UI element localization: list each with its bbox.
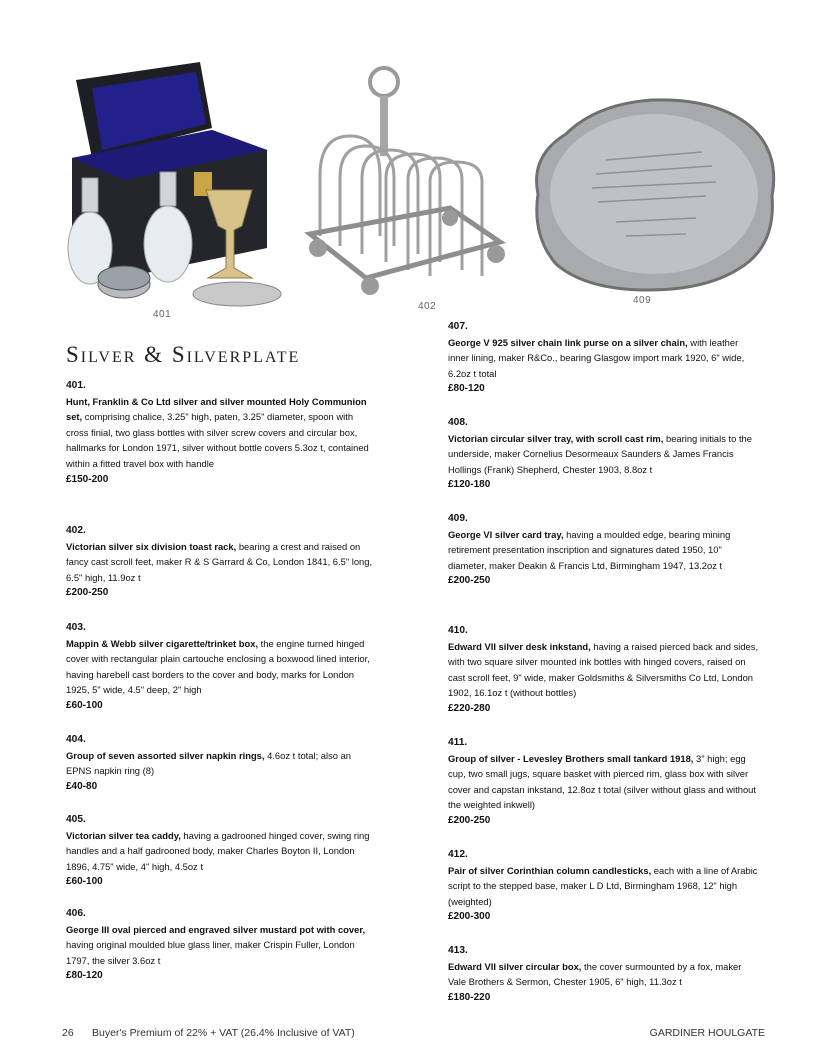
lot-title: Mappin & Webb silver cigarette/trinket box, bbox=[66, 637, 259, 649]
lot-estimate: £40-80 bbox=[66, 780, 98, 792]
lot-description bbox=[66, 539, 378, 586]
lot-title: George VI silver card tray, bbox=[448, 528, 564, 540]
lot-number: 410. bbox=[448, 625, 468, 636]
buyers-premium-note: Buyer's Premium of 22% + VAT (26.4% Inclusive of VAT) bbox=[92, 1027, 355, 1039]
lot-text: having original moulded blue glass liner, maker Crispin Fuller, London 1797, the silver 3.6oz t bbox=[66, 939, 355, 966]
lot-description bbox=[448, 639, 760, 701]
lot-title: George V 925 silver chain link purse on a silver chain, bbox=[448, 336, 688, 348]
lot-number: 412. bbox=[448, 849, 468, 860]
photo-card-tray bbox=[526, 96, 780, 292]
lot-estimate: £80-120 bbox=[448, 383, 485, 395]
lot-estimate: £60-100 bbox=[66, 699, 103, 711]
lot-estimate: £60-100 bbox=[66, 876, 103, 888]
lot-412 bbox=[448, 847, 760, 925]
lot-404 bbox=[66, 732, 378, 794]
caption-402: 402 bbox=[418, 301, 437, 312]
lot-description bbox=[66, 828, 378, 875]
lot-number: 413. bbox=[448, 945, 468, 956]
lot-number: 405. bbox=[66, 814, 86, 825]
lot-409 bbox=[448, 511, 760, 589]
lot-number: 404. bbox=[66, 734, 86, 745]
lot-406 bbox=[66, 906, 378, 984]
lot-estimate: £200-300 bbox=[448, 911, 491, 923]
lot-text: having a gadrooned hinged cover, swing ring handles and a half gadrooned body, maker Charles Boyton II, London 1896, 4.75" wide, 4" high, 4.5oz t bbox=[66, 829, 370, 872]
lot-description bbox=[66, 636, 378, 698]
lot-413 bbox=[448, 943, 760, 1005]
lot-estimate: £200-250 bbox=[66, 587, 109, 599]
lot-title: Group of silver - Levesley Brothers small tankard 1918, bbox=[448, 752, 694, 764]
lot-description bbox=[66, 922, 378, 969]
lot-401 bbox=[66, 378, 378, 487]
lot-403 bbox=[66, 620, 378, 714]
lot-411 bbox=[448, 735, 760, 829]
lot-405 bbox=[66, 812, 378, 890]
caption-409: 409 bbox=[633, 295, 652, 306]
lot-text: bearing a crest and raised on fancy cast scroll feet, maker R & S Garrard & Co, London 1841, 6.5" long, 6.5" high, 11.9oz t bbox=[66, 540, 373, 583]
lot-estimate: £200-250 bbox=[448, 814, 491, 826]
lot-407 bbox=[448, 319, 760, 397]
section-title: Silver & Silverplate bbox=[66, 342, 301, 367]
lot-estimate: £200-250 bbox=[448, 575, 491, 587]
lot-description bbox=[448, 959, 760, 990]
photo-toast-rack bbox=[300, 66, 508, 298]
lot-number: 402. bbox=[66, 525, 86, 536]
lot-text: the cover surmounted by a fox, maker Vale Brothers & Sermon, Chester 1905, 6" high, 11.3oz t bbox=[448, 960, 742, 988]
lot-estimate: £120-180 bbox=[448, 479, 491, 491]
lot-estimate: £220-280 bbox=[448, 702, 491, 714]
lot-text: 4.6oz t total; also an EPNS napkin ring (8) bbox=[66, 749, 352, 777]
lot-description bbox=[66, 748, 378, 779]
lot-title: Edward VII silver desk inkstand, bbox=[448, 640, 591, 652]
lot-description bbox=[448, 431, 760, 478]
lot-text: the engine turned hinged cover with rectangular plain cartouche enclosing a boxwood lined interior, having harebell cast borders to the cover and body, marks for London 1925, 5" wide, 4.5" deep, 2" high bbox=[66, 637, 370, 696]
lot-text: 3" high; egg cup, two small jugs, square basket with pierced rim, glass box with silver cover and capstan inkstand, 12.8oz t total (silver without glass and without the weighted inkwell) bbox=[448, 752, 756, 811]
lot-title: Pair of silver Corinthian column candlesticks, bbox=[448, 864, 652, 876]
lot-description bbox=[66, 394, 378, 472]
caption-401: 401 bbox=[153, 309, 172, 320]
lot-number: 409. bbox=[448, 513, 468, 524]
lot-title: Edward VII silver circular box, bbox=[448, 960, 582, 972]
lot-410 bbox=[448, 623, 760, 717]
lot-text: each with a line of Arabic script to the stepped base, maker L D Ltd, Birmingham 1968, 12" high (weighted) bbox=[448, 864, 758, 907]
lot-description bbox=[448, 863, 760, 910]
lot-number: 411. bbox=[448, 737, 468, 748]
lot-text: having a moulded edge, bearing mining retirement presentation inscription and signatures dated 1950, 10" diameter, maker Deakin & Francis Ltd, Birmingham 1947, 13.2oz t bbox=[448, 528, 731, 571]
photo-communion-set bbox=[62, 58, 292, 314]
lot-number: 407. bbox=[448, 321, 468, 332]
lot-title: Victorian circular silver tray, with scroll cast rim, bbox=[448, 432, 664, 444]
lot-number: 403. bbox=[66, 622, 86, 633]
page-number: 26 bbox=[62, 1027, 74, 1039]
lot-text: with leather inner lining, maker R&Co., bearing Glasgow import mark 1920, 6" wide, 6.2oz t total bbox=[448, 336, 745, 379]
lot-title: Victorian silver six division toast rack, bbox=[66, 540, 237, 552]
lot-408 bbox=[448, 415, 760, 493]
lot-text: having a raised pierced back and sides, with two square silver mounted ink bottles with hinged covers, raised on cast scroll feet, 9" wide, maker Goldsmiths & Silversmiths Co Ltd, London 1902, 16.1oz t (without bottles) bbox=[448, 640, 759, 699]
brand-name: GARDINER HOULGATE bbox=[649, 1027, 765, 1039]
lot-text: bearing initials to the underside, maker Cornelius Desormeaux Saunders & James Francis Hollings (Frank) Shepherd, Chester 1903, 8.8oz t bbox=[448, 432, 752, 475]
lot-title: Group of seven assorted silver napkin rings, bbox=[66, 749, 265, 761]
lot-number: 401. bbox=[66, 380, 86, 391]
lot-estimate: £180-220 bbox=[448, 991, 491, 1003]
lot-description bbox=[448, 527, 760, 574]
lot-title: Victorian silver tea caddy, bbox=[66, 829, 181, 841]
lot-estimate: £150-200 bbox=[66, 473, 109, 485]
lot-402 bbox=[66, 523, 378, 601]
lot-number: 408. bbox=[448, 417, 468, 428]
lot-estimate: £80-120 bbox=[66, 970, 103, 982]
lot-number: 406. bbox=[66, 908, 86, 919]
lot-description bbox=[448, 751, 760, 813]
lot-title: George III oval pierced and engraved silver mustard pot with cover, bbox=[66, 923, 366, 935]
lot-title: Hunt, Franklin & Co Ltd silver and silver mounted Holy Communion set, bbox=[66, 395, 367, 423]
lot-description bbox=[448, 335, 760, 382]
lot-text: comprising chalice, 3.25" high, paten, 3.25" diameter, spoon with cross finial, two glass bottles with silver screw covers and circular box, hallmarks for London 1971, silver without bottle covers 5.3oz t, contained within a fitted travel box with handle bbox=[66, 411, 369, 469]
